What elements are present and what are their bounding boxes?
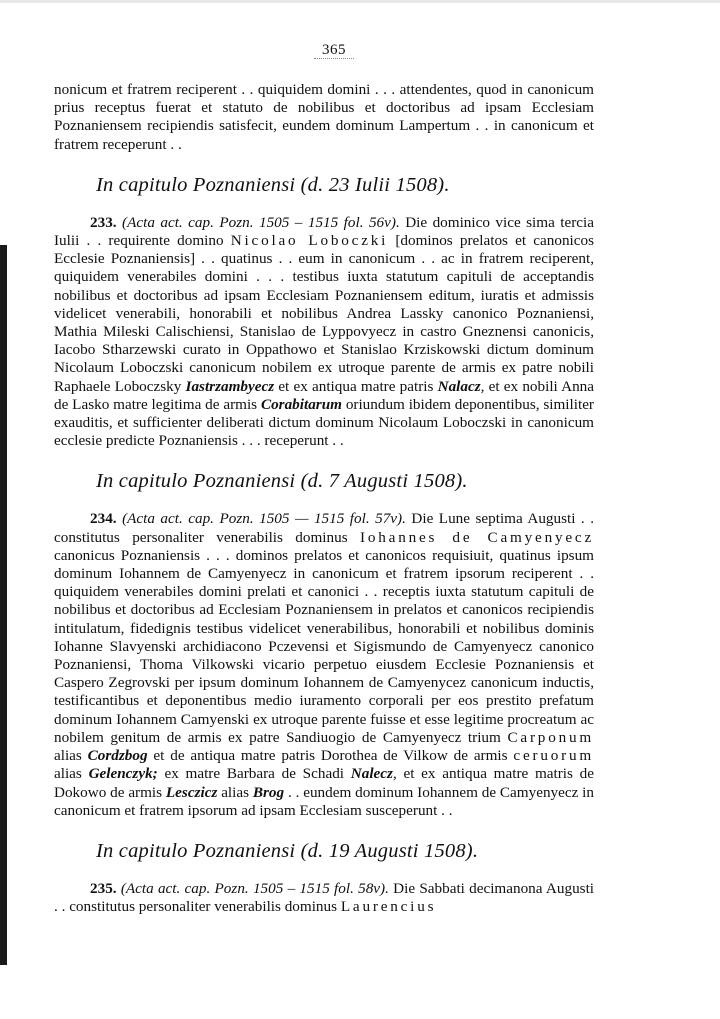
coat-of-arms-name: Lesczicz xyxy=(165,783,218,801)
scan-binding-shadow xyxy=(0,245,7,965)
coat-of-arms-name: Nalacz xyxy=(437,377,481,395)
entry-text: et de antiqua matre patris Dorothea de Vilkow de armis xyxy=(147,747,514,765)
person-name: Nicolao Loboczki xyxy=(230,232,389,250)
coat-of-arms-name: Nalecz xyxy=(350,765,393,783)
scan-top-edge xyxy=(0,0,720,3)
document-page xyxy=(54,42,594,916)
entry-text: alias xyxy=(54,765,89,783)
entry-text: alias xyxy=(217,783,253,801)
entry-text: oriundum ibidem deponentibus, similiter exauditis, et sufficienter deliberati dictum dominum Nicolaum Loboczski in canonicum ecclesie predicte Poznaniensis . . . receperunt . . xyxy=(54,395,594,450)
section-heading-233: In capitulo Poznaniensi (d. 23 Iulii 1508). xyxy=(96,173,450,196)
entry-text: et ex antiqua matre patris xyxy=(274,377,438,395)
entry-text: , et ex antiqua matre matris de Dokowo de armis xyxy=(54,765,594,801)
opening-paragraph: nonicum et fratrem reciperent . . quiquidem domini . . . attendentes, quod in canonicum prius receptus fuerat et statuto de nobilibus et doctoribus ad ipsam Ecclesiam Poznaniensem recipiendis satisfecit, eundem dominum Lampertum . . in canonicum et fratrem receperunt . . xyxy=(54,81,594,153)
entry-text: , et ex nobili Anna de Lasko matre legitima de armis xyxy=(54,377,595,413)
section-heading-234: In capitulo Poznaniensi (d. 7 Augusti 1508). xyxy=(96,470,468,493)
entry-233 xyxy=(54,214,594,451)
entry-235 xyxy=(54,880,594,916)
entry-text: Die dominico vice sima tercia Iulii . . requirente domino xyxy=(54,213,595,250)
source-reference: (Acta act. cap. Pozn. 1505 – 1515 fol. 56v). xyxy=(122,213,400,231)
section-heading-235: In capitulo Poznaniensi (d. 19 Augusti 1508). xyxy=(96,839,479,862)
entry-text: alias xyxy=(54,747,88,765)
entry-text: . . eundem dominum Iohannem de Camyenyecz in canonicum et fratrem ipsorum ad ipsam Ecclesiam susceperunt . . xyxy=(54,783,594,819)
coat-of-arms-name: Cordzbog xyxy=(87,747,148,765)
entry-text: [dominos prelatos et canonicos Ecclesie Poznaniensis] . . quatinus . . eum in canonicum . . ac in fratrem reciperent, quiquidem venerabiles domini . . . testibus iuxta statutum capituli de acceptandis nobilibus et doctoribus ad ipsam Ecclesiam Poznaniensem editum, iuratis et admissis videlicet venerabili, honorabili et nobilibus Andrea Lassky canonico Poznaniensi, Mathia Mileski Calischiensi, Stanislao de Lyppovyecz in castro Gneznensi canonicis, Iacobo Stharzewski curato in Oppathowo et Stanislao Krziskowski dictum dominum Nicolaum Loboczski canonicum nobilem ex utroque parente de armis ex patre nobili Raphaele Loboczsky xyxy=(54,232,594,395)
arms-name-spaced: ceruorum xyxy=(513,747,594,765)
entry-number: 234. xyxy=(90,510,117,528)
entry-text: canonicus Poznaniensis . . . dominos prelatos et canonicos requisiuit, quatinus ipsum dominum Iohannem de Camyenyecz in canonicum et fratrem ipsorum reciperent . . quiquidem venerabiles domini prelati et canonici . . receptis iuxta statutum capituli de nobilibus et doctoribus ad Ecclesiam Poznaniensem in prelatos et canonicos recipiendis intitulatum, fidedignis testibus videlicet venerabilibus, honorabili et nobilibus dominis Iohanne Slavyenski archidiacono Pczevensi et Sigismundo de Camyenyecz canonico Poznaniensi, Thoma Vilkowski vicario perpetuo eiusdem Ecclesie Poznaniensis et Caspero Zegrovski per ipsum dominum Iohannem de Camyenycez canonicum inductis, testificantibus et deponentibus medio iuramento corporali per eos prestito prefatum dominum Iohannem Camyenski ex utroque parente fuisse et esse legitime procreatum ac nobilem genitum de armis ex patre Sandiuogio de Camyenyecz trium xyxy=(54,546,594,746)
coat-of-arms-name: Brog xyxy=(252,783,285,801)
page-number-text: 365 xyxy=(314,42,354,59)
arms-name-spaced: Carponum xyxy=(507,728,594,746)
coat-of-arms-name: Corabitarum xyxy=(260,395,342,413)
source-reference: (Acta act. cap. Pozn. 1505 — 1515 fol. 57v). xyxy=(122,510,406,528)
entry-text: Die Lune septima Augusti . . constitutus personaliter venerabilis dominus xyxy=(54,510,595,546)
entry-number: 233. xyxy=(90,213,117,231)
entry-234 xyxy=(54,510,594,819)
page-number xyxy=(54,42,594,59)
person-name: Iohannes de Camyenyecz xyxy=(360,528,594,546)
entry-text: ex matre Barbara de Schadi xyxy=(157,765,351,783)
coat-of-arms-name: Gelenczyk; xyxy=(88,765,158,783)
coat-of-arms-name: Iastrzambyecz xyxy=(185,377,275,395)
source-reference: (Acta act. cap. Pozn. 1505 – 1515 fol. 58v). xyxy=(120,879,389,897)
entry-text: Die Sabbati decimanona Augusti . . constitutus personaliter venerabilis dominus xyxy=(54,879,595,916)
entry-number: 235. xyxy=(90,879,117,897)
person-name: Laurencius xyxy=(340,898,437,916)
